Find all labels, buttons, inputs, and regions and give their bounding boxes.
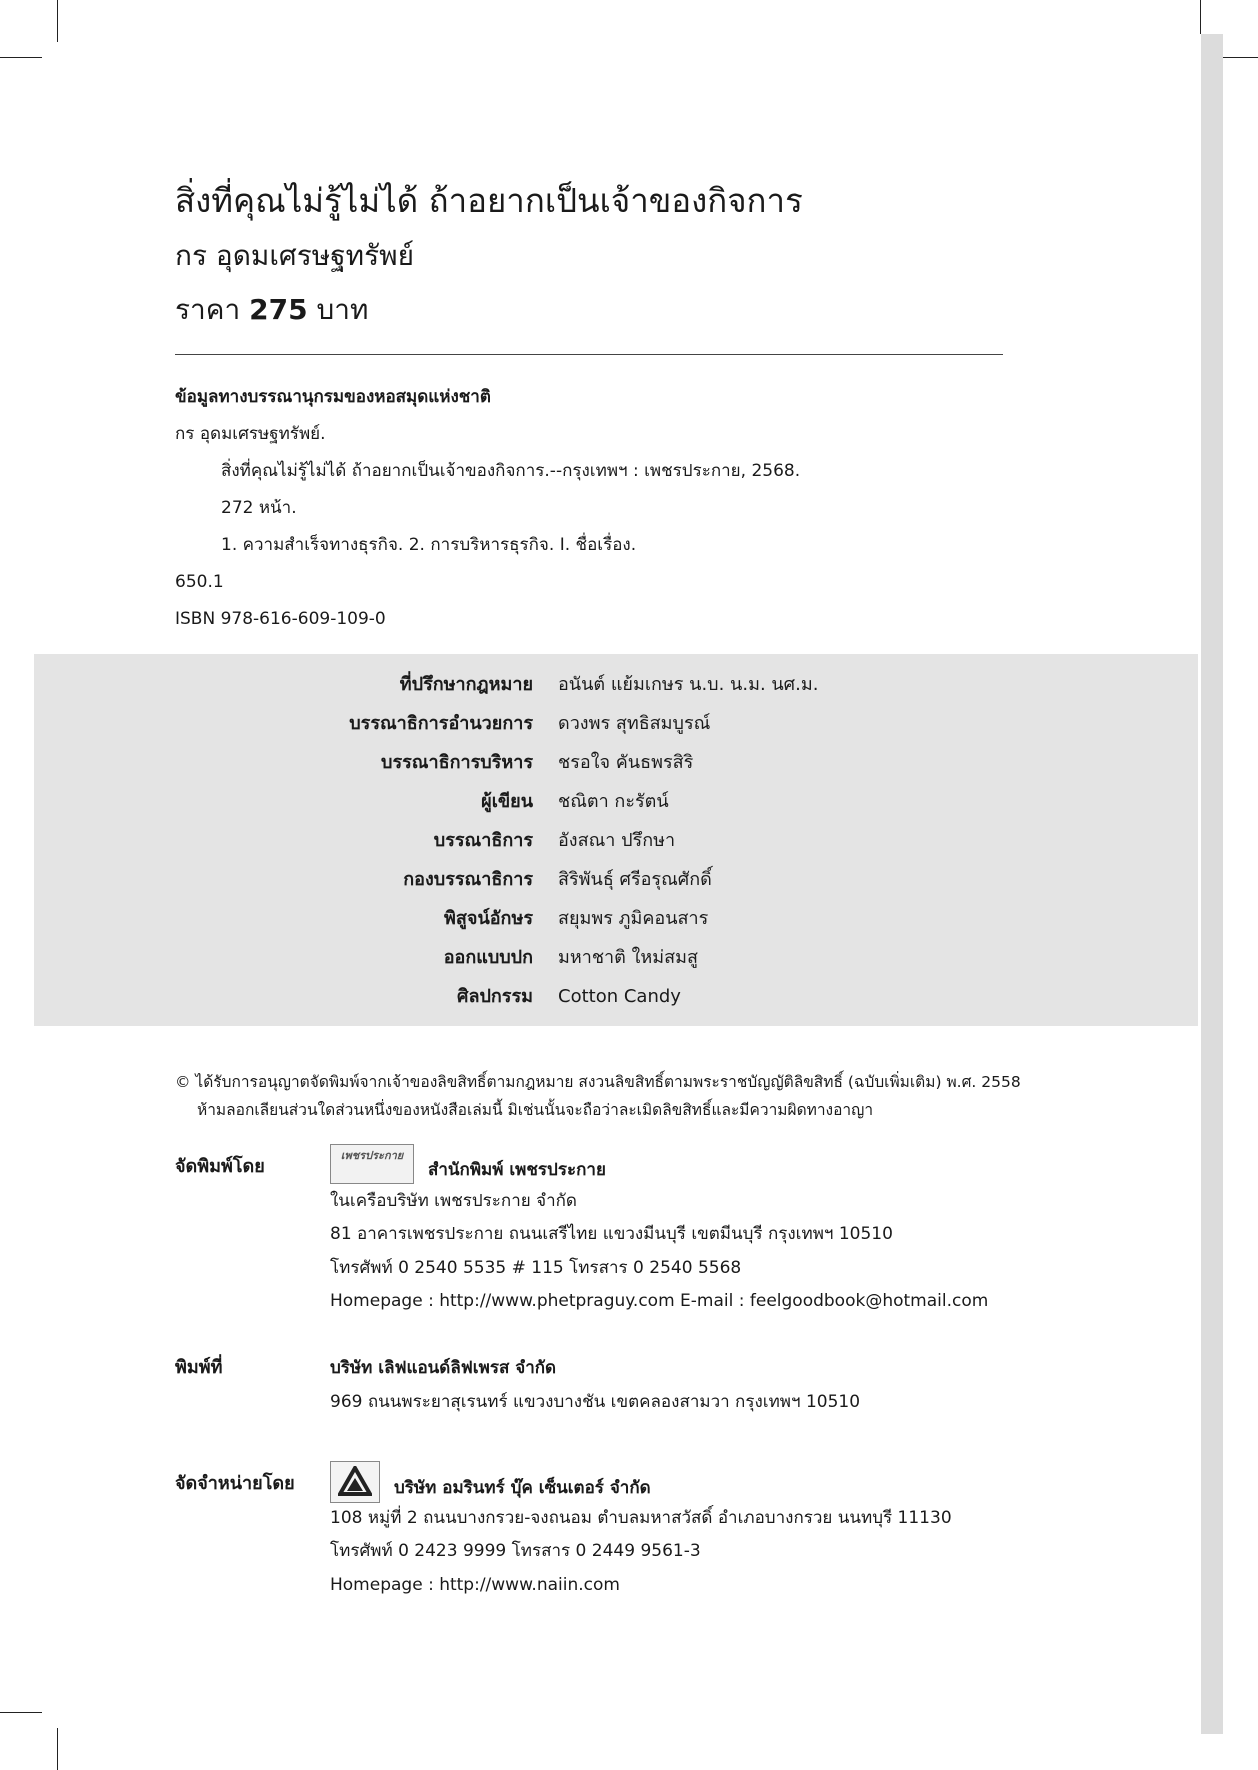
page-edge-strip bbox=[1201, 34, 1223, 1734]
cip-line: 650.1 bbox=[175, 572, 224, 592]
cip-line: กร อุดมเศรษฐทรัพย์. bbox=[175, 424, 326, 444]
credit-row bbox=[34, 704, 1198, 743]
publisher-details bbox=[330, 1150, 988, 1318]
credit-role: บรรณาธิการบริหาร bbox=[381, 752, 533, 773]
credit-role: พิสูจน์อักษร bbox=[444, 908, 533, 929]
printer-details bbox=[330, 1351, 860, 1418]
distributor-address: 108 หมู่ที่ 2 ถนนบางกรวย-จงถนอม ตำบลมหาสวัสดิ์ อำเภอบางกรวย นนทบุรี 11130 bbox=[330, 1507, 952, 1528]
amarin-triangle-logo-icon bbox=[330, 1461, 380, 1503]
cip-line: 1. ความสำเร็จทางธุรกิจ. 2. การบริหารธุรกิจ. I. ชื่อเรื่อง. bbox=[221, 535, 637, 555]
copyright-line: ห้ามลอกเลียนส่วนใดส่วนหนึ่งของหนังสือเล่มนี้ มิเช่นนั้นจะถือว่าละเมิดลิขสิทธิ์และมีความผิดทางอาญา bbox=[197, 1101, 874, 1119]
cip-line: 272 หน้า. bbox=[221, 498, 297, 518]
credit-row bbox=[34, 665, 1198, 704]
credit-name: Cotton Candy bbox=[558, 986, 681, 1007]
price-unit: บาท bbox=[316, 293, 369, 326]
credit-role: ผู้เขียน bbox=[481, 791, 533, 812]
crop-mark-top-left-v bbox=[57, 0, 58, 42]
publisher-phone: โทรศัพท์ 0 2540 5535 # 115 โทรสาร 0 2540 5568 bbox=[330, 1257, 742, 1278]
distributor-details bbox=[330, 1467, 952, 1601]
credits-panel bbox=[34, 654, 1198, 1026]
price-prefix: ราคา bbox=[175, 293, 241, 326]
credit-row bbox=[34, 821, 1198, 860]
credit-row bbox=[34, 860, 1198, 899]
copyright-line: © ได้รับการอนุญาตจัดพิมพ์จากเจ้าของลิขสิทธิ์ตามกฎหมาย สงวนลิขสิทธิ์ตามพระราชบัญญัติลิขสิทธิ์ (ฉบับเพิ่มเติม) พ.ศ. 2558 bbox=[175, 1073, 1021, 1091]
credit-name: อังสณา ปรึกษา bbox=[558, 830, 676, 851]
cip-heading: ข้อมูลทางบรรณานุกรมของหอสมุดแห่งชาติ bbox=[175, 387, 491, 407]
credit-name: อนันต์ แย้มเกษร น.บ. น.ม. นศ.ม. bbox=[558, 674, 819, 695]
credit-name: มหาชาติ ใหม่สมสู bbox=[558, 947, 698, 968]
credit-row bbox=[34, 977, 1198, 1016]
publisher-group: ในเครือบริษัท เพชรประกาย จำกัด bbox=[330, 1190, 577, 1211]
cip-line: สิ่งที่คุณไม่รู้ไม่ได้ ถ้าอยากเป็นเจ้าของกิจการ.--กรุงเทพฯ : เพชรประกาย, 2568. bbox=[221, 461, 801, 481]
credit-name: ดวงพร สุทธิสมบูรณ์ bbox=[558, 713, 711, 734]
publisher-name-line bbox=[330, 1150, 988, 1184]
cip-line: ISBN 978-616-609-109-0 bbox=[175, 609, 386, 629]
printer-address: 969 ถนนพระยาสุเรนทร์ แขวงบางชัน เขตคลองสามวา กรุงเทพฯ 10510 bbox=[330, 1391, 861, 1412]
price-value: 275 bbox=[249, 293, 308, 326]
publisher-logo: เพชรประกาย bbox=[330, 1144, 414, 1184]
credit-name: สิริพันธุ์ ศรีอรุณศักดิ์ bbox=[558, 869, 712, 890]
credit-name: ชรอใจ คันธพรสิริ bbox=[558, 752, 694, 773]
crop-mark-bottom-left-h bbox=[0, 1712, 42, 1713]
distributor-label: จัดจำหน่ายโดย bbox=[175, 1473, 295, 1494]
header-divider bbox=[175, 354, 1003, 355]
credit-name: ชณิตา กะรัตน์ bbox=[558, 791, 669, 812]
crop-mark-top-right-v bbox=[1200, 0, 1201, 34]
copyright-notice bbox=[175, 1068, 1175, 1124]
publisher-address: 81 อาคารเพชรประกาย ถนนเสรีไทย แขวงมีนบุรี เขตมีนบุรี กรุงเทพฯ 10510 bbox=[330, 1224, 893, 1244]
credit-role: บรรณาธิการอำนวยการ bbox=[349, 713, 533, 734]
credit-name: สยุมพร ภูมิคอนสาร bbox=[558, 908, 709, 929]
credit-role: ศิลปกรรม bbox=[457, 986, 533, 1007]
printer-name: บริษัท เลิฟแอนด์ลิฟเพรส จำกัด bbox=[330, 1358, 557, 1378]
printer-label: พิมพ์ที่ bbox=[175, 1357, 223, 1378]
credit-row bbox=[34, 743, 1198, 782]
book-price bbox=[175, 290, 368, 330]
credit-row bbox=[34, 938, 1198, 977]
crop-mark-bottom-left-v bbox=[57, 1728, 58, 1770]
credit-role: กองบรรณาธิการ bbox=[403, 869, 533, 890]
credit-role: บรรณาธิการ bbox=[433, 830, 533, 851]
book-title: สิ่งที่คุณไม่รู้ไม่ได้ ถ้าอยากเป็นเจ้าของกิจการ bbox=[175, 181, 803, 220]
distributor-phone: โทรศัพท์ 0 2423 9999 โทรสาร 0 2449 9561-3 bbox=[330, 1541, 701, 1561]
credit-role: ที่ปรึกษากฎหมาย bbox=[399, 674, 533, 695]
publisher-label: จัดพิมพ์โดย bbox=[175, 1156, 265, 1177]
distributor-name-line bbox=[330, 1467, 952, 1501]
distributor-web: Homepage : http://www.naiin.com bbox=[330, 1574, 620, 1595]
publisher-web: Homepage : http://www.phetpraguy.com E-mail : feelgoodbook@hotmail.com bbox=[330, 1291, 989, 1311]
credit-row bbox=[34, 899, 1198, 938]
publisher-name: สำนักพิมพ์ เพชรประกาย bbox=[428, 1160, 606, 1180]
distributor-name: บริษัท อมรินทร์ บุ๊ค เซ็นเตอร์ จำกัด bbox=[394, 1478, 651, 1498]
book-author: กร อุดมเศรษฐทรัพย์ bbox=[175, 239, 414, 272]
credit-row bbox=[34, 782, 1198, 821]
crop-mark-top-left-h bbox=[0, 57, 42, 58]
credit-role: ออกแบบปก bbox=[443, 947, 533, 968]
cip-block bbox=[175, 382, 1075, 641]
